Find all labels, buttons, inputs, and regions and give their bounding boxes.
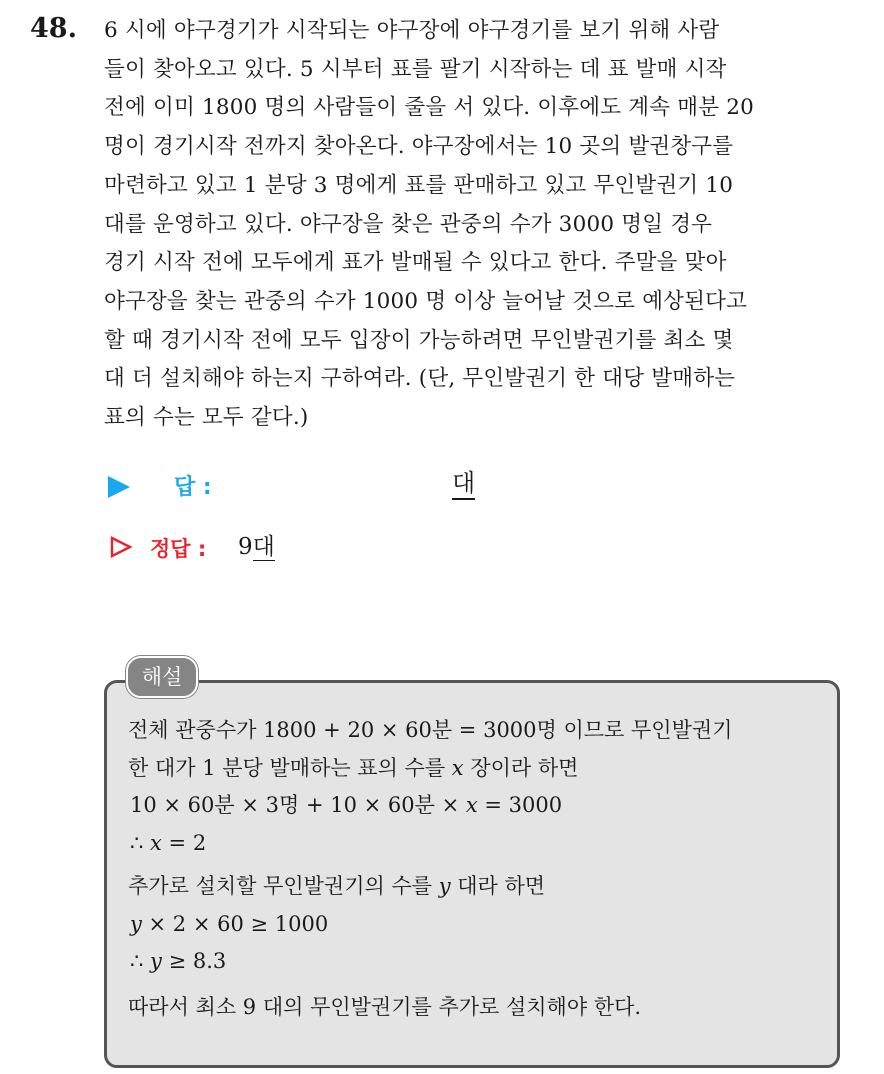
solution-result: ∴ 𝑥 = 2: [130, 830, 207, 855]
question-line: 전에 이미 1800 명의 사람들이 줄을 서 있다. 이후에도 계속 매분 20: [104, 95, 754, 121]
triangle-outline-icon: [110, 536, 132, 558]
solution-inequality: 𝑦 × 2 × 60 ≥ 1000: [130, 911, 329, 936]
question-number: 48.: [30, 13, 77, 44]
solution-equation: 10 × 60분 × 3명 + 10 × 60분 × 𝑥 = 3000: [130, 793, 563, 817]
question-line: 마련하고 있고 1 분당 3 명에게 표를 판매하고 있고 무인발권기 10: [104, 172, 734, 198]
question-line: 명이 경기시작 전까지 찾아온다. 야구장에서는 10 곳의 발권창구를: [104, 134, 734, 160]
solution-conclusion: 따라서 최소 9 대의 무인발권기를 추가로 설치해야 한다.: [128, 994, 642, 1019]
question-line: 6 시에 야구경기가 시작되는 야구장에 야구경기를 보기 위해 사람: [104, 18, 720, 43]
correct-answer-unit: 대: [252, 534, 275, 560]
solution-text: [128, 712, 834, 1026]
question-line: 대를 운영하고 있다. 야구장을 찾은 관중의 수가 3000 명일 경우: [104, 211, 713, 237]
correct-answer-value: [238, 532, 275, 562]
solution-tag: 해설: [126, 656, 198, 698]
answer-unit: 대: [452, 468, 475, 500]
question-line: 경기 시작 전에 모두에게 표가 발매될 수 있다고 한다. 주말을 맞아: [104, 250, 727, 276]
question-line: 들이 찾아오고 있다. 5 시부터 표를 팔기 시작하는 데 표 발매 시작: [104, 56, 727, 82]
answer-row: [108, 468, 508, 504]
solution-line: 한 대가 1 분당 발매하는 표의 수를 𝑥 장이라 하면: [128, 755, 579, 780]
correct-answer-number: 9: [238, 534, 253, 560]
question-line: 할 때 경기시작 전에 모두 입장이 가능하려면 무인발권기를 최소 몇: [104, 327, 734, 353]
question-line: 야구장을 찾는 관중의 수가 1000 명 이상 늘어날 것으로 예상된다고: [104, 288, 748, 314]
answer-label: 답 :: [174, 475, 212, 500]
solution-line: 추가로 설치할 무인발권기의 수를 𝑦 대라 하면: [128, 874, 546, 898]
play-arrow-icon: [108, 476, 130, 498]
question-line: 표의 수는 모두 같다.): [104, 405, 309, 431]
question-line: 대 더 설치해야 하는지 구하여라. (단, 무인발권기 한 대당 발매하는: [104, 366, 736, 392]
solution-result: ∴ 𝑦 ≥ 8.3: [130, 949, 227, 973]
question-text: [104, 12, 864, 438]
correct-answer-row: [110, 530, 510, 566]
correct-answer-label: 정답 :: [150, 537, 207, 561]
solution-line: 전체 관중수가 1800 + 20 × 60분 = 3000명 이므로 무인발권기: [128, 718, 733, 742]
